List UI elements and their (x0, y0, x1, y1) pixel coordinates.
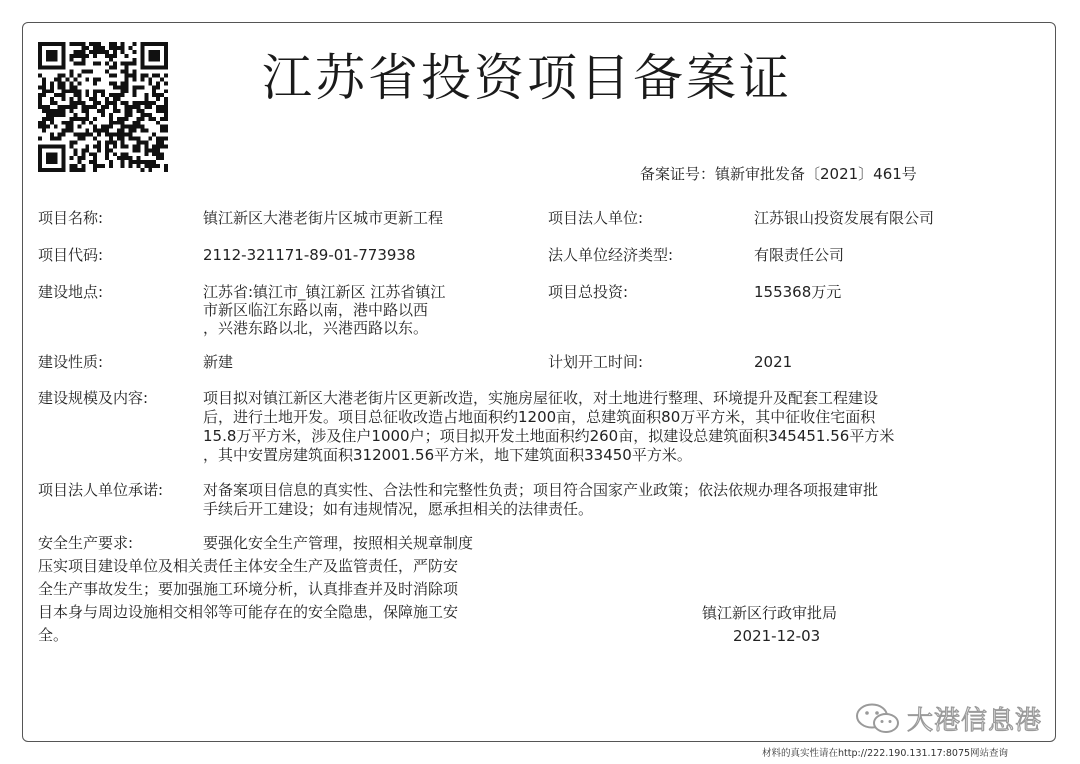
issue-date: 2021-12-03 (733, 627, 821, 645)
scale-line: 后，进行土地开发。项目总征收改造占地面积约1200亩，总建筑面积80万平方米，其中征收住宅面积 (203, 408, 876, 426)
start-time: 2021 (754, 353, 793, 371)
promise-label: 项目法人单位承诺: (38, 481, 164, 499)
safety-line: 目本身与周边设施相交相邻等可能存在的安全隐患，保障施工安 (38, 603, 459, 621)
start-time-label: 计划开工时间: (548, 353, 644, 371)
safety-line: 全生产事故发生；要加强施工环境分析，认真排查并及时消除项 (38, 580, 459, 598)
safety-label: 安全生产要求: (38, 534, 134, 552)
location-line: 江苏省:镇江市_镇江新区 江苏省镇江 (203, 283, 446, 301)
project-code: 2112-321171-89-01-773938 (203, 246, 416, 264)
certificate-title: 江苏省投资项目备案证 (262, 49, 792, 107)
footer-note: 材料的真实性请在http://222.190.131.17:8075网站查询 (762, 748, 1009, 759)
project-code-label: 项目代码: (38, 246, 104, 264)
legal-unit: 江苏银山投资发展有限公司 (754, 209, 935, 227)
location-line: ，兴港东路以北，兴港西路以东。 (203, 319, 429, 337)
issuing-authority: 镇江新区行政审批局 (702, 604, 838, 622)
legal-unit-label: 项目法人单位: (548, 209, 644, 227)
total-invest: 155368万元 (754, 283, 842, 301)
scale-line: 15.8万平方米，涉及住户1000户；项目拟开发土地面积约260亩，拟建设总建筑面积345451.56平方米 (203, 427, 895, 445)
econ-type-label: 法人单位经济类型: (548, 246, 674, 264)
qr-code-icon (38, 42, 168, 172)
promise-line: 手续后开工建设；如有违规情况，愿承担相关的法律责任。 (203, 500, 594, 518)
watermark (855, 700, 1042, 737)
nature: 新建 (203, 353, 234, 371)
safety-line: 压实项目建设单位及相关责任主体安全生产及监管责任，严防安 (38, 557, 459, 575)
certificate-frame (22, 22, 1056, 742)
econ-type: 有限责任公司 (754, 246, 845, 264)
location-line: 市新区临江东路以南，港中路以西 (203, 301, 429, 319)
nature-label: 建设性质: (38, 353, 104, 371)
safety-line: 全。 (38, 626, 69, 644)
location-label: 建设地点: (38, 283, 104, 301)
project-name-label: 项目名称: (38, 209, 104, 227)
scale-line: 项目拟对镇江新区大港老街片区更新改造，实施房屋征收，对土地进行整理、环境提升及配套工程建设 (203, 389, 879, 407)
project-name: 镇江新区大港老街片区城市更新工程 (203, 209, 444, 227)
total-invest-label: 项目总投资: (548, 283, 629, 301)
scale-label: 建设规模及内容: (38, 389, 149, 407)
certificate-number: 备案证号：镇新审批发备〔2021〕461号 (640, 165, 917, 183)
wechat-icon (855, 702, 901, 736)
scale-line: ，其中安置房建筑面积312001.56平方米，地下建筑面积33450平方米。 (203, 446, 692, 464)
safety-line: 要强化安全生产管理，按照相关规章制度 (203, 534, 474, 552)
watermark-text: 大港信息港 (907, 706, 1043, 736)
promise-line: 对备案项目信息的真实性、合法性和完整性负责；项目符合国家产业政策；依法依规办理各项报建审批 (203, 481, 879, 499)
